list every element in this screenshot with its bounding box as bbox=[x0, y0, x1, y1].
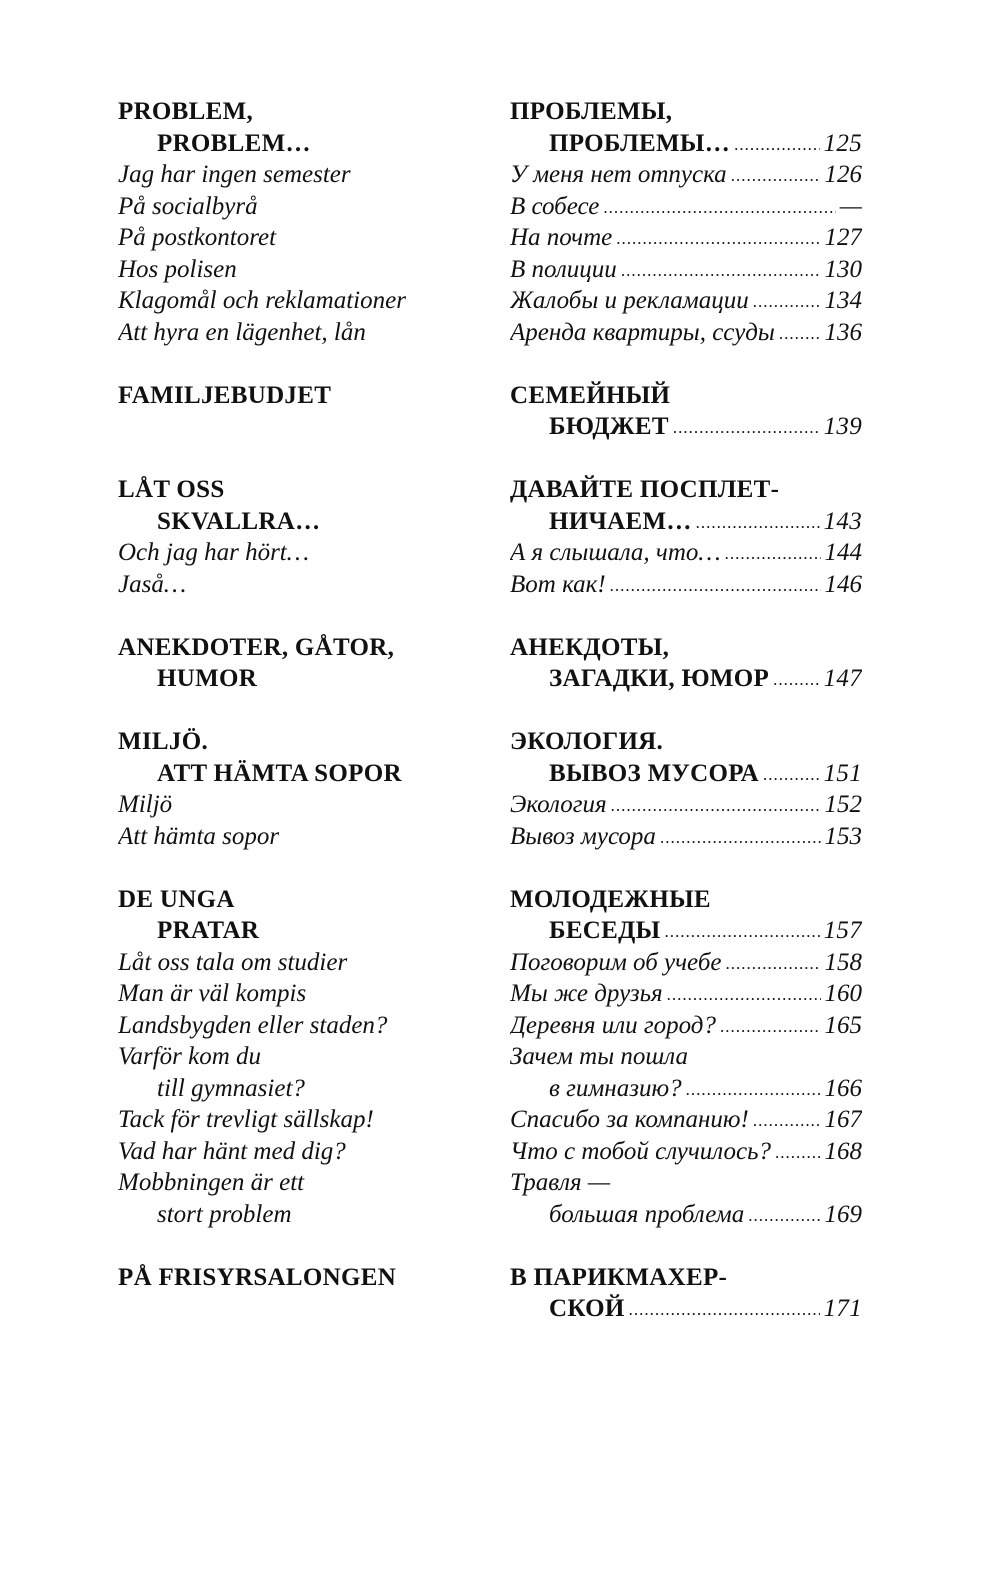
toc-heading bbox=[118, 128, 478, 160]
section-gap bbox=[118, 1230, 478, 1262]
page-number: 139 bbox=[823, 413, 862, 440]
section-gap bbox=[510, 348, 862, 380]
section-gap bbox=[118, 600, 478, 632]
toc-heading bbox=[510, 474, 862, 506]
page-number: 146 bbox=[824, 570, 862, 598]
toc-russian-column bbox=[510, 96, 862, 1325]
toc-entry bbox=[118, 222, 478, 254]
toc-entry bbox=[118, 159, 478, 191]
section-gap bbox=[510, 852, 862, 884]
toc-entry bbox=[118, 1167, 478, 1199]
page-number: 136 bbox=[824, 318, 862, 346]
dot-leader bbox=[629, 1294, 820, 1325]
toc-entry bbox=[510, 159, 862, 191]
dot-leader bbox=[779, 318, 821, 349]
toc-entry-title: БЮДЖЕТ bbox=[549, 413, 669, 440]
toc-entry bbox=[118, 1136, 478, 1168]
blank-line bbox=[118, 411, 478, 443]
toc-entry-title: На почте bbox=[510, 224, 613, 251]
toc-entry-title: в гимназию? bbox=[549, 1074, 682, 1102]
dot-leader bbox=[603, 192, 835, 223]
toc-entry bbox=[510, 1073, 862, 1105]
dot-leader bbox=[664, 916, 819, 947]
toc-entry-title: Att hämta sopor bbox=[118, 822, 280, 850]
page-number: 130 bbox=[824, 255, 862, 283]
toc-heading bbox=[118, 663, 478, 695]
toc-entry bbox=[118, 789, 478, 821]
toc-entry-title: PROBLEM, bbox=[118, 98, 254, 125]
page-number: 157 bbox=[823, 917, 862, 944]
toc-heading bbox=[118, 380, 478, 412]
dot-leader bbox=[731, 160, 821, 191]
toc-entry bbox=[118, 1199, 478, 1231]
dot-leader bbox=[667, 979, 821, 1010]
toc-entry bbox=[510, 569, 862, 601]
dot-leader bbox=[753, 1105, 821, 1136]
toc-entry-title: Låt oss tala om studier bbox=[118, 948, 348, 976]
toc-entry bbox=[510, 1167, 862, 1199]
toc-entry-title: Спасибо за компанию! bbox=[510, 1106, 749, 1133]
toc-entry-title: Мы же друзья bbox=[510, 980, 663, 1007]
toc-entry-title: Травля — bbox=[510, 1169, 611, 1196]
page-number: 143 bbox=[823, 507, 862, 535]
dot-leader bbox=[763, 759, 820, 790]
toc-entry-title: Вывоз мусора bbox=[510, 822, 656, 850]
toc-entry-title: ATT HÄMTA SOPOR bbox=[157, 759, 402, 787]
toc-entry bbox=[118, 1104, 478, 1136]
dot-leader bbox=[753, 286, 821, 317]
toc-entry bbox=[118, 317, 478, 349]
toc-heading bbox=[510, 758, 862, 790]
toc-entry-title: МОЛОДЕЖНЫЕ bbox=[510, 885, 711, 913]
toc-swedish-column bbox=[118, 96, 478, 1293]
toc-entry bbox=[118, 1073, 478, 1105]
toc-heading bbox=[118, 632, 478, 664]
dot-leader bbox=[734, 129, 820, 160]
page-number: 160 bbox=[824, 980, 862, 1007]
dot-leader bbox=[775, 1137, 821, 1168]
toc-entry-title: Och jag har hört… bbox=[118, 539, 309, 566]
toc-entry-title: DE UNGA bbox=[118, 885, 235, 913]
toc-entry-title: stort problem bbox=[157, 1200, 292, 1228]
toc-entry-title: Miljö bbox=[118, 791, 173, 818]
toc-entry-title: Landsbygden eller staden? bbox=[118, 1011, 388, 1039]
toc-heading bbox=[510, 632, 862, 664]
toc-entry-title: HUMOR bbox=[157, 665, 258, 692]
toc-entry-title: СКОЙ bbox=[549, 1295, 625, 1322]
dot-leader bbox=[660, 822, 821, 853]
toc-entry bbox=[510, 222, 862, 254]
toc-entry-title: Man är väl kompis bbox=[118, 980, 307, 1007]
dot-leader bbox=[725, 538, 821, 569]
page-number: 168 bbox=[824, 1137, 862, 1165]
toc-entry-title: В ПАРИКМАХЕР- bbox=[510, 1263, 728, 1291]
toc-entry-title: Экология bbox=[510, 791, 607, 818]
toc-entry-title: большая проблема bbox=[549, 1200, 745, 1228]
toc-entry-title: Что с тобой случилось? bbox=[510, 1137, 771, 1165]
toc-heading bbox=[510, 884, 862, 916]
dot-leader bbox=[686, 1074, 821, 1105]
page-number: 153 bbox=[824, 822, 862, 850]
toc-entry-title: Аренда квартиры, ссуды bbox=[510, 318, 775, 346]
dot-leader bbox=[611, 790, 821, 821]
toc-heading bbox=[510, 663, 862, 695]
toc-heading bbox=[510, 128, 862, 160]
toc-entry-title: Вот как! bbox=[510, 570, 606, 598]
toc-heading bbox=[118, 915, 478, 947]
toc-heading bbox=[118, 474, 478, 506]
toc-entry-title: På socialbyrå bbox=[118, 192, 258, 220]
toc-entry-title: Jaså… bbox=[118, 570, 187, 598]
toc-entry-title: ANEKDOTER, GÅTOR, bbox=[118, 633, 395, 661]
dot-leader bbox=[696, 507, 820, 538]
toc-entry-title: Klagomål och reklamationer bbox=[118, 287, 406, 314]
toc-entry-title: Att hyra en lägenhet, lån bbox=[118, 318, 366, 346]
section-gap bbox=[510, 443, 862, 475]
toc-entry-title: Mobbningen är ett bbox=[118, 1169, 305, 1196]
section-gap bbox=[118, 852, 478, 884]
toc-entry bbox=[510, 1041, 862, 1073]
toc-entry bbox=[118, 978, 478, 1010]
toc-heading bbox=[510, 506, 862, 538]
toc-entry-title: Поговорим об учебе bbox=[510, 948, 722, 976]
toc-entry bbox=[118, 537, 478, 569]
toc-heading bbox=[510, 1262, 862, 1294]
toc-entry-title: På postkontoret bbox=[118, 224, 277, 251]
toc-entry bbox=[510, 1104, 862, 1136]
page-number: 134 bbox=[824, 287, 862, 314]
toc-heading bbox=[118, 96, 478, 128]
page-number: 144 bbox=[824, 539, 862, 566]
toc-entry-title: Varför kom du bbox=[118, 1043, 262, 1070]
toc-heading bbox=[118, 726, 478, 758]
toc-entry-title: НИЧАЕМ… bbox=[549, 507, 692, 535]
toc-entry-title: PRATAR bbox=[157, 917, 260, 944]
toc-entry bbox=[118, 254, 478, 286]
toc-entry bbox=[510, 191, 862, 223]
toc-heading bbox=[118, 506, 478, 538]
section-gap bbox=[510, 695, 862, 727]
toc-entry bbox=[510, 978, 862, 1010]
toc-entry bbox=[118, 191, 478, 223]
toc-heading bbox=[510, 380, 862, 412]
toc-entry bbox=[118, 821, 478, 853]
toc-heading bbox=[118, 884, 478, 916]
dot-leader bbox=[726, 948, 821, 979]
page-number: 126 bbox=[824, 161, 862, 188]
toc-entry-title: У меня нет отпуска bbox=[510, 161, 727, 188]
page-number: 171 bbox=[823, 1295, 862, 1322]
toc-entry-title: СЕМЕЙНЫЙ bbox=[510, 381, 671, 409]
dot-leader bbox=[616, 223, 820, 254]
toc-entry bbox=[118, 1041, 478, 1073]
page-number: — bbox=[839, 192, 862, 220]
toc-entry bbox=[510, 789, 862, 821]
dot-leader bbox=[720, 1011, 821, 1042]
toc-entry-title: ЗАГАДКИ, ЮМОР bbox=[549, 665, 770, 692]
toc-entry-title: MILJÖ. bbox=[118, 728, 208, 755]
toc-entry-title: PROBLEM… bbox=[157, 129, 311, 157]
toc-entry-title: Hos polisen bbox=[118, 255, 237, 283]
toc-entry-title: Зачем ты пошла bbox=[510, 1043, 688, 1070]
section-gap bbox=[510, 1230, 862, 1262]
page-number: 158 bbox=[824, 948, 862, 976]
toc-entry bbox=[510, 1199, 862, 1231]
toc-entry-title: Tack för trevligt sällskap! bbox=[118, 1106, 374, 1133]
section-gap bbox=[118, 695, 478, 727]
page-number: 166 bbox=[824, 1074, 862, 1102]
toc-entry bbox=[118, 569, 478, 601]
toc-heading bbox=[510, 1293, 862, 1325]
toc-entry bbox=[510, 285, 862, 317]
page-number: 165 bbox=[824, 1011, 862, 1039]
toc-entry-title: Jag har ingen semester bbox=[118, 161, 351, 188]
toc-heading bbox=[510, 411, 862, 443]
page-number: 125 bbox=[823, 129, 862, 157]
toc-heading bbox=[118, 1262, 478, 1294]
toc-entry-title: БЕСЕДЫ bbox=[549, 917, 661, 944]
toc-entry bbox=[510, 1010, 862, 1042]
toc-entry bbox=[118, 1010, 478, 1042]
toc-entry bbox=[510, 1136, 862, 1168]
toc-entry-title: ДАВАЙТЕ ПОСПЛЕТ- bbox=[510, 476, 780, 503]
toc-entry-title: АНЕКДОТЫ, bbox=[510, 633, 670, 661]
toc-entry bbox=[510, 821, 862, 853]
toc-entry-title: А я слышала, что… bbox=[510, 539, 721, 566]
dot-leader bbox=[610, 570, 821, 601]
dot-leader bbox=[773, 664, 819, 695]
toc-entry-title: LÅT OSS bbox=[118, 476, 225, 503]
toc-entry-title: ПРОБЛЕМЫ, bbox=[510, 98, 673, 125]
toc-entry-title: Vad har hänt med dig? bbox=[118, 1137, 346, 1165]
section-gap bbox=[118, 443, 478, 475]
toc-heading bbox=[510, 726, 862, 758]
page-number: 169 bbox=[824, 1200, 862, 1228]
toc-entry-title: till gymnasiet? bbox=[157, 1074, 305, 1102]
section-gap bbox=[118, 348, 478, 380]
page-number: 127 bbox=[824, 224, 862, 251]
toc-entry-title: В собесе bbox=[510, 192, 600, 220]
toc-entry-title: Жалобы и рекламации bbox=[510, 287, 749, 314]
toc-entry-title: ПРОБЛЕМЫ… bbox=[549, 129, 731, 157]
toc-entry-title: В полиции bbox=[510, 255, 617, 283]
toc-entry-title: ВЫВОЗ МУСОРА bbox=[549, 759, 759, 787]
toc-entry bbox=[510, 254, 862, 286]
toc-entry-title: FAMILJEBUDJET bbox=[118, 381, 332, 409]
toc-entry bbox=[118, 947, 478, 979]
dot-leader bbox=[673, 412, 820, 443]
toc-heading bbox=[510, 96, 862, 128]
page-number: 151 bbox=[823, 759, 862, 787]
toc-entry bbox=[510, 947, 862, 979]
dot-leader bbox=[748, 1200, 820, 1231]
dot-leader bbox=[621, 255, 821, 286]
section-gap bbox=[510, 600, 862, 632]
toc-heading bbox=[118, 758, 478, 790]
page-number: 167 bbox=[824, 1106, 862, 1133]
toc-entry bbox=[510, 537, 862, 569]
toc-entry-title: SKVALLRA… bbox=[157, 507, 321, 535]
toc-entry-title: ЭКОЛОГИЯ. bbox=[510, 728, 664, 755]
toc-entry-title: PÅ FRISYRSALONGEN bbox=[118, 1263, 397, 1291]
toc-heading bbox=[510, 915, 862, 947]
toc-entry-title: Деревня или город? bbox=[510, 1011, 716, 1039]
toc-entry bbox=[510, 317, 862, 349]
toc-entry bbox=[118, 285, 478, 317]
page-number: 147 bbox=[823, 665, 862, 692]
page-number: 152 bbox=[824, 791, 862, 818]
